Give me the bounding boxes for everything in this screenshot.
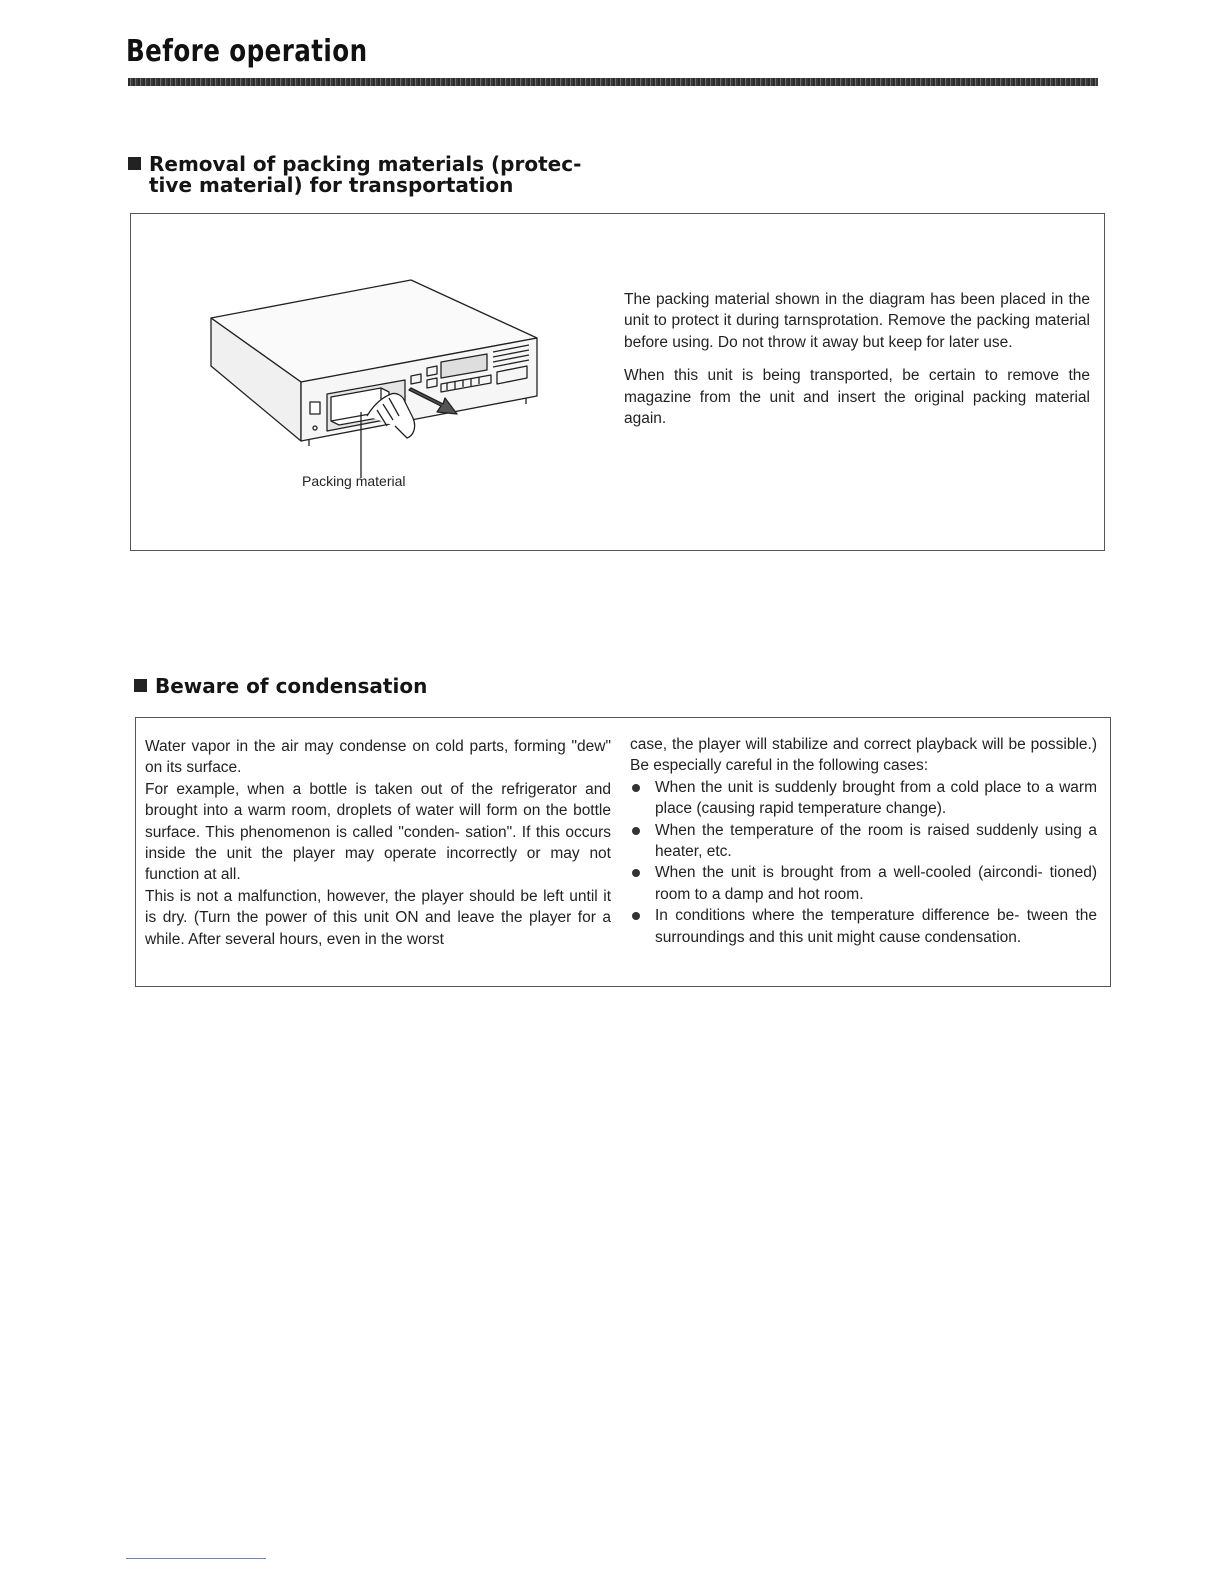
condensation-left-paragraph-3: This is not a malfunction, however, the player should be left until it is dry. (Turn the power of this unit ON and leave the player for a while. After several hours, even in the worst — [145, 887, 611, 948]
square-bullet-icon — [128, 157, 141, 170]
packing-paragraph-1: The packing material shown in the diagram has been placed in the unit to protect it during tarnsprotation. Remove the packing material before using. Do not throw it away but keep for later use. — [624, 291, 1090, 351]
packing-heading-line1: Removal of packing materials (protec- — [149, 152, 582, 176]
condensation-right-intro: case, the player will stabilize and correct playback will be possible.) Be especially careful in the following cases: — [630, 736, 1097, 775]
bullet-dot-icon — [632, 912, 640, 920]
condensation-left-paragraph-2: For example, when a bottle is taken out of the refrigerator and brought into a warm room, droplets of water will form on the bottle surface. This phenomenon is called "conden- sation". If this occurs inside the unit the player may operate incorrectly or may not function at all. — [145, 780, 611, 884]
condensation-heading-text: Beware of condensation — [155, 674, 428, 698]
condensation-left-column — [145, 736, 611, 950]
square-bullet-icon — [134, 679, 147, 692]
packing-section-box — [130, 213, 1105, 551]
packing-section-heading — [128, 154, 581, 196]
figure-caption: Packing material — [302, 473, 406, 489]
packing-heading-line2: tive material) for transportation — [149, 173, 514, 197]
page-title: Before operation — [126, 34, 368, 69]
list-item: When the unit is suddenly brought from a cold place to a warm place (causing rapid temperature change). — [630, 777, 1097, 820]
bullet-dot-icon — [632, 827, 640, 835]
list-item: When the unit is brought from a well-cooled (aircondi- tioned) room to a damp and hot room. — [630, 862, 1097, 905]
title-rule — [128, 78, 1098, 86]
packing-paragraph-2: When this unit is being transported, be certain to remove the magazine from the unit and insert the original packing material again. — [624, 367, 1090, 428]
bullet-dot-icon — [632, 784, 640, 792]
condensation-left-paragraph-1: Water vapor in the air may condense on cold parts, forming "dew" on its surface. — [145, 738, 611, 777]
footer-rule — [126, 1558, 266, 1559]
condensation-right-column — [630, 734, 1097, 948]
condensation-section-box — [135, 717, 1111, 987]
cd-player-illustration — [191, 266, 551, 496]
condensation-section-heading — [134, 676, 427, 697]
condensation-case-list — [630, 777, 1097, 948]
list-item: When the temperature of the room is raised suddenly using a heater, etc. — [630, 820, 1097, 863]
bullet-dot-icon — [632, 869, 640, 877]
packing-text-column — [624, 289, 1090, 441]
list-item: In conditions where the temperature difference be- tween the surroundings and this unit might cause condensation. — [630, 905, 1097, 948]
